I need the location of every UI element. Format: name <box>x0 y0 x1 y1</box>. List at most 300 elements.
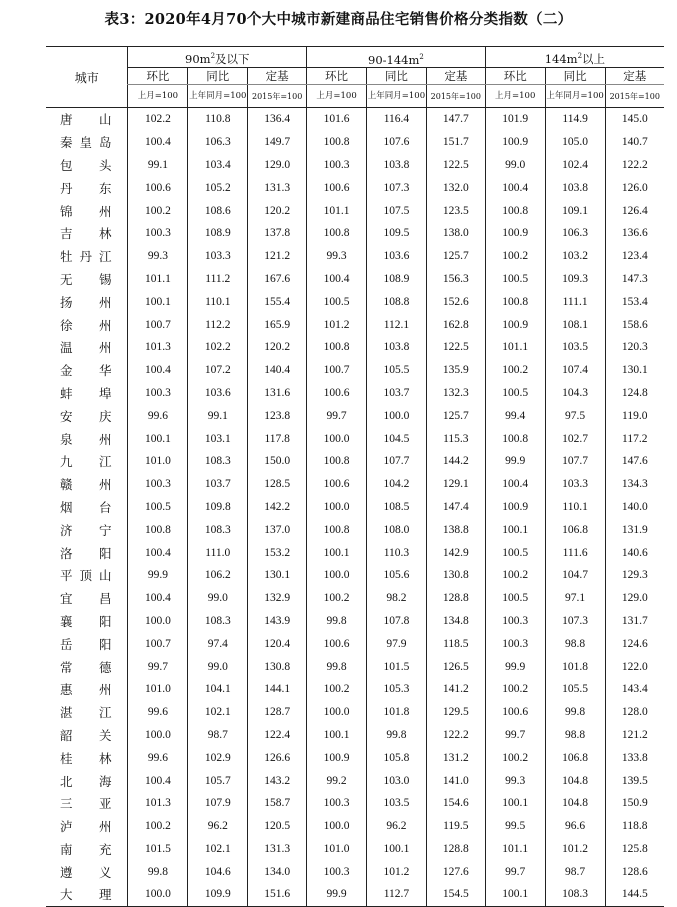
index-value: 108.3 <box>188 610 248 633</box>
index-value: 105.7 <box>188 769 248 792</box>
index-value: 116.4 <box>367 108 427 131</box>
index-value: 100.4 <box>128 587 188 610</box>
index-value: 144.1 <box>248 678 307 701</box>
city-name: 大理 <box>46 883 128 906</box>
city-name: 牡丹江 <box>60 249 112 265</box>
city-name: 襄阳 <box>60 613 112 629</box>
index-value: 103.8 <box>545 176 605 199</box>
index-value: 107.5 <box>367 199 427 222</box>
index-value: 167.6 <box>248 268 307 291</box>
index-value: 99.8 <box>307 610 367 633</box>
index-value: 140.4 <box>248 359 307 382</box>
index-value: 134.8 <box>426 610 485 633</box>
index-value: 127.6 <box>426 860 485 883</box>
index-value: 99.1 <box>128 154 188 177</box>
index-value: 100.1 <box>367 838 427 861</box>
table-header <box>46 47 664 108</box>
index-value: 100.2 <box>485 245 545 268</box>
index-value: 108.1 <box>545 313 605 336</box>
index-value: 100.8 <box>485 290 545 313</box>
table-row <box>46 838 664 861</box>
index-value: 147.4 <box>426 496 485 519</box>
index-value: 132.3 <box>426 382 485 405</box>
index-value: 128.8 <box>426 587 485 610</box>
index-value: 125.7 <box>426 404 485 427</box>
index-value: 98.7 <box>545 860 605 883</box>
index-value: 99.7 <box>307 404 367 427</box>
index-value: 137.0 <box>248 518 307 541</box>
group-header: $90m^2$及以下 <box>128 47 307 68</box>
index-value: 100.0 <box>307 701 367 724</box>
index-value: 99.7 <box>485 724 545 747</box>
index-value: 100.3 <box>128 382 188 405</box>
index-value: 122.2 <box>426 724 485 747</box>
city-name: 吉林 <box>60 226 112 242</box>
city-name: 惠州 <box>60 682 112 698</box>
table-row <box>46 678 664 701</box>
index-value: 153.4 <box>605 290 664 313</box>
index-value: 97.4 <box>188 632 248 655</box>
index-value: 101.8 <box>545 655 605 678</box>
index-value: 104.8 <box>545 769 605 792</box>
index-value: 100.2 <box>485 359 545 382</box>
index-value: 100.8 <box>307 450 367 473</box>
index-value: 104.8 <box>545 792 605 815</box>
index-value: 103.5 <box>367 792 427 815</box>
index-value: 102.2 <box>128 108 188 131</box>
index-value: 101.0 <box>307 838 367 861</box>
city-name: 岳阳 <box>60 636 112 652</box>
index-value: 100.1 <box>485 883 545 906</box>
index-value: 123.4 <box>605 245 664 268</box>
index-value: 152.6 <box>426 290 485 313</box>
index-value: 99.8 <box>545 701 605 724</box>
index-value: 125.8 <box>605 838 664 861</box>
index-value: 96.6 <box>545 815 605 838</box>
index-value: 108.8 <box>367 290 427 313</box>
table-row <box>46 108 664 131</box>
index-value: 103.7 <box>188 473 248 496</box>
index-value: 144.5 <box>605 883 664 906</box>
index-value: 102.4 <box>545 154 605 177</box>
city-name: 平顶山 <box>60 568 112 584</box>
index-value: 112.1 <box>367 313 427 336</box>
index-value: 99.2 <box>307 769 367 792</box>
index-value: 107.7 <box>367 450 427 473</box>
base-header: 2015年=100 <box>248 85 307 108</box>
city-name: 蚌埠 <box>60 385 112 401</box>
index-value: 98.2 <box>367 587 427 610</box>
index-value: 107.8 <box>367 610 427 633</box>
base-header: 2015年=100 <box>426 85 485 108</box>
index-value: 101.0 <box>128 450 188 473</box>
index-value: 130.1 <box>605 359 664 382</box>
index-value: 100.1 <box>128 290 188 313</box>
index-value: 99.6 <box>128 404 188 427</box>
index-value: 99.8 <box>128 860 188 883</box>
index-value: 101.5 <box>128 838 188 861</box>
index-value: 99.5 <box>485 815 545 838</box>
index-value: 108.9 <box>188 222 248 245</box>
city-name: 常德 <box>60 659 112 675</box>
index-value: 106.2 <box>188 564 248 587</box>
index-value: 141.2 <box>426 678 485 701</box>
index-value: 102.9 <box>188 746 248 769</box>
table-row <box>46 769 664 792</box>
index-value: 106.8 <box>545 746 605 769</box>
index-value: 100.3 <box>307 154 367 177</box>
index-value: 98.8 <box>545 724 605 747</box>
index-value: 111.2 <box>188 268 248 291</box>
index-value: 103.1 <box>188 427 248 450</box>
index-value: 100.2 <box>128 815 188 838</box>
index-value: 100.3 <box>485 610 545 633</box>
index-value: 100.4 <box>485 176 545 199</box>
index-value: 105.0 <box>545 131 605 154</box>
index-value: 141.0 <box>426 769 485 792</box>
city-name: 赣州 <box>60 477 112 493</box>
index-value: 106.3 <box>188 131 248 154</box>
table-row <box>46 655 664 678</box>
index-value: 100.2 <box>485 564 545 587</box>
city-name: 泉州 <box>60 431 112 447</box>
index-value: 103.0 <box>367 769 427 792</box>
table-row <box>46 359 664 382</box>
index-value: 100.5 <box>485 587 545 610</box>
index-value: 130.8 <box>426 564 485 587</box>
index-value: 107.6 <box>367 131 427 154</box>
index-value: 134.0 <box>248 860 307 883</box>
index-value: 103.7 <box>367 382 427 405</box>
index-value: 147.6 <box>605 450 664 473</box>
city-name: 包头 <box>60 157 112 173</box>
table-row <box>46 473 664 496</box>
index-value: 129.3 <box>605 564 664 587</box>
index-value: 165.9 <box>248 313 307 336</box>
index-value: 119.0 <box>605 404 664 427</box>
city-name: 宜昌 <box>60 591 112 607</box>
index-value: 100.5 <box>128 496 188 519</box>
index-value: 100.9 <box>307 746 367 769</box>
index-value: 99.7 <box>128 655 188 678</box>
base-header: 2015年=100 <box>605 85 664 108</box>
index-value: 122.5 <box>426 154 485 177</box>
index-value: 126.4 <box>605 199 664 222</box>
index-value: 99.4 <box>485 404 545 427</box>
index-value: 122.4 <box>248 724 307 747</box>
index-value: 120.4 <box>248 632 307 655</box>
table-row <box>46 131 664 154</box>
index-value: 103.5 <box>545 336 605 359</box>
index-value: 100.6 <box>128 176 188 199</box>
index-value: 111.1 <box>545 290 605 313</box>
index-value: 101.6 <box>307 108 367 131</box>
index-value: 126.6 <box>248 746 307 769</box>
index-value: 99.8 <box>367 724 427 747</box>
index-value: 147.3 <box>605 268 664 291</box>
index-value: 104.2 <box>367 473 427 496</box>
index-value: 100.5 <box>485 541 545 564</box>
index-value: 100.0 <box>307 427 367 450</box>
index-value: 100.2 <box>485 678 545 701</box>
base-header: 上月=100 <box>485 85 545 108</box>
table-row <box>46 541 664 564</box>
index-value: 100.8 <box>128 518 188 541</box>
index-value: 101.2 <box>367 860 427 883</box>
index-value: 103.3 <box>545 473 605 496</box>
index-value: 162.8 <box>426 313 485 336</box>
index-value: 151.7 <box>426 131 485 154</box>
index-value: 123.5 <box>426 199 485 222</box>
index-value: 122.5 <box>426 336 485 359</box>
index-value: 100.4 <box>128 359 188 382</box>
index-value: 131.7 <box>605 610 664 633</box>
index-value: 115.3 <box>426 427 485 450</box>
table-row <box>46 222 664 245</box>
index-value: 134.3 <box>605 473 664 496</box>
index-value: 147.7 <box>426 108 485 131</box>
table-row <box>46 450 664 473</box>
index-value: 104.6 <box>188 860 248 883</box>
city-name: 秦皇岛 <box>60 135 112 151</box>
city-name: 三亚 <box>60 796 112 812</box>
table-row <box>46 587 664 610</box>
index-value: 101.1 <box>485 336 545 359</box>
index-value: 138.0 <box>426 222 485 245</box>
index-value: 107.9 <box>188 792 248 815</box>
index-value: 122.2 <box>605 154 664 177</box>
index-value: 100.1 <box>128 427 188 450</box>
index-value: 111.6 <box>545 541 605 564</box>
index-value: 103.8 <box>367 154 427 177</box>
index-value: 99.0 <box>485 154 545 177</box>
base-header: 上年同月=100 <box>545 85 605 108</box>
table-row <box>46 245 664 268</box>
index-value: 106.3 <box>545 222 605 245</box>
index-value: 108.3 <box>545 883 605 906</box>
index-value: 107.2 <box>188 359 248 382</box>
index-value: 130.8 <box>248 655 307 678</box>
index-value: 104.5 <box>367 427 427 450</box>
table-row <box>46 746 664 769</box>
index-value: 121.2 <box>248 245 307 268</box>
index-value: 100.7 <box>128 313 188 336</box>
index-value: 105.2 <box>188 176 248 199</box>
index-value: 103.6 <box>188 382 248 405</box>
table-row <box>46 815 664 838</box>
index-value: 96.2 <box>367 815 427 838</box>
index-value: 130.1 <box>248 564 307 587</box>
group-header: $90-144m^2$ <box>307 47 486 68</box>
index-value: 104.3 <box>545 382 605 405</box>
city-name: 湛江 <box>60 705 112 721</box>
index-value: 156.3 <box>426 268 485 291</box>
city-name: 遵义 <box>60 864 112 880</box>
index-value: 100.9 <box>485 496 545 519</box>
index-value: 98.7 <box>188 724 248 747</box>
index-value: 101.8 <box>367 701 427 724</box>
index-value: 142.2 <box>248 496 307 519</box>
table-row <box>46 268 664 291</box>
sub-header: 定基 <box>426 68 485 85</box>
index-value: 99.3 <box>485 769 545 792</box>
index-value: 131.9 <box>605 518 664 541</box>
index-value: 100.4 <box>128 541 188 564</box>
index-value: 100.2 <box>128 199 188 222</box>
index-value: 100.0 <box>128 610 188 633</box>
index-value: 100.8 <box>307 131 367 154</box>
index-value: 98.8 <box>545 632 605 655</box>
table-row <box>46 610 664 633</box>
sub-header: 同比 <box>545 68 605 85</box>
base-header: 上年同月=100 <box>188 85 248 108</box>
city-name: 烟台 <box>60 499 112 515</box>
index-value: 101.1 <box>128 268 188 291</box>
table-row <box>46 336 664 359</box>
index-value: 132.0 <box>426 176 485 199</box>
index-value: 129.0 <box>605 587 664 610</box>
index-value: 128.6 <box>605 860 664 883</box>
index-value: 149.7 <box>248 131 307 154</box>
index-value: 119.5 <box>426 815 485 838</box>
index-value: 101.9 <box>485 108 545 131</box>
index-value: 125.7 <box>426 245 485 268</box>
index-value: 121.2 <box>605 724 664 747</box>
index-value: 110.1 <box>188 290 248 313</box>
index-value: 101.1 <box>485 838 545 861</box>
index-value: 105.3 <box>367 678 427 701</box>
index-value: 100.0 <box>307 496 367 519</box>
index-value: 109.5 <box>367 222 427 245</box>
index-value: 100.8 <box>485 427 545 450</box>
index-value: 99.0 <box>188 587 248 610</box>
index-value: 144.2 <box>426 450 485 473</box>
index-value: 100.4 <box>128 769 188 792</box>
index-value: 100.1 <box>485 792 545 815</box>
index-value: 129.5 <box>426 701 485 724</box>
index-value: 128.0 <box>605 701 664 724</box>
index-value: 150.9 <box>605 792 664 815</box>
index-value: 100.9 <box>485 131 545 154</box>
index-value: 126.5 <box>426 655 485 678</box>
index-value: 100.8 <box>485 199 545 222</box>
index-value: 106.8 <box>545 518 605 541</box>
index-value: 103.2 <box>545 245 605 268</box>
index-value: 136.4 <box>248 108 307 131</box>
index-value: 110.1 <box>545 496 605 519</box>
index-value: 139.5 <box>605 769 664 792</box>
index-value: 100.2 <box>307 678 367 701</box>
index-value: 102.1 <box>188 701 248 724</box>
index-value: 135.9 <box>426 359 485 382</box>
index-value: 140.7 <box>605 131 664 154</box>
table-row <box>46 792 664 815</box>
index-value: 99.1 <box>188 404 248 427</box>
index-value: 103.6 <box>367 245 427 268</box>
index-value: 126.0 <box>605 176 664 199</box>
index-value: 105.5 <box>367 359 427 382</box>
index-value: 133.8 <box>605 746 664 769</box>
index-value: 101.5 <box>367 655 427 678</box>
city-name: 安庆 <box>60 408 112 424</box>
index-value: 102.2 <box>188 336 248 359</box>
city-name: 济宁 <box>60 522 112 538</box>
base-header: 上月=100 <box>307 85 367 108</box>
index-value: 100.6 <box>485 701 545 724</box>
index-value: 100.5 <box>485 268 545 291</box>
table-row <box>46 313 664 336</box>
index-value: 100.1 <box>485 518 545 541</box>
index-value: 104.7 <box>545 564 605 587</box>
index-value: 104.1 <box>188 678 248 701</box>
sub-header: 环比 <box>307 68 367 85</box>
index-value: 103.3 <box>188 245 248 268</box>
index-value: 155.4 <box>248 290 307 313</box>
city-name: 桂林 <box>60 750 112 766</box>
index-value: 124.6 <box>605 632 664 655</box>
index-value: 120.2 <box>248 199 307 222</box>
index-value: 103.8 <box>367 336 427 359</box>
index-value: 102.1 <box>188 838 248 861</box>
index-value: 100.7 <box>128 632 188 655</box>
index-value: 100.8 <box>307 222 367 245</box>
index-value: 100.1 <box>307 724 367 747</box>
index-value: 100.6 <box>307 632 367 655</box>
group-header: $144m^2$以上 <box>485 47 664 68</box>
city-name: 唐山 <box>60 112 112 128</box>
table-row <box>46 404 664 427</box>
index-value: 109.9 <box>188 883 248 906</box>
price-index-table <box>46 46 664 907</box>
index-value: 100.6 <box>307 473 367 496</box>
index-value: 111.0 <box>188 541 248 564</box>
index-value: 100.2 <box>485 746 545 769</box>
index-value: 96.2 <box>188 815 248 838</box>
index-value: 100.0 <box>128 724 188 747</box>
index-value: 131.3 <box>248 838 307 861</box>
index-value: 100.8 <box>307 518 367 541</box>
city-name: 北海 <box>60 773 112 789</box>
index-value: 128.7 <box>248 701 307 724</box>
index-value: 123.8 <box>248 404 307 427</box>
index-value: 100.3 <box>307 792 367 815</box>
index-value: 145.0 <box>605 108 664 131</box>
city-name: 锦州 <box>60 203 112 219</box>
index-value: 120.3 <box>605 336 664 359</box>
sub-header: 同比 <box>188 68 248 85</box>
index-value: 117.2 <box>605 427 664 450</box>
index-value: 99.6 <box>128 746 188 769</box>
index-value: 100.2 <box>307 587 367 610</box>
index-value: 100.3 <box>307 860 367 883</box>
table-row <box>46 427 664 450</box>
index-value: 132.9 <box>248 587 307 610</box>
index-value: 100.7 <box>307 359 367 382</box>
index-value: 122.0 <box>605 655 664 678</box>
table-row <box>46 632 664 655</box>
index-value: 99.8 <box>307 655 367 678</box>
index-value: 100.5 <box>307 290 367 313</box>
index-value: 105.8 <box>367 746 427 769</box>
index-value: 108.6 <box>188 199 248 222</box>
index-value: 100.3 <box>128 222 188 245</box>
index-value: 110.8 <box>188 108 248 131</box>
table-row <box>46 564 664 587</box>
index-value: 101.0 <box>128 678 188 701</box>
index-value: 100.4 <box>485 473 545 496</box>
index-value: 140.0 <box>605 496 664 519</box>
index-value: 99.7 <box>485 860 545 883</box>
